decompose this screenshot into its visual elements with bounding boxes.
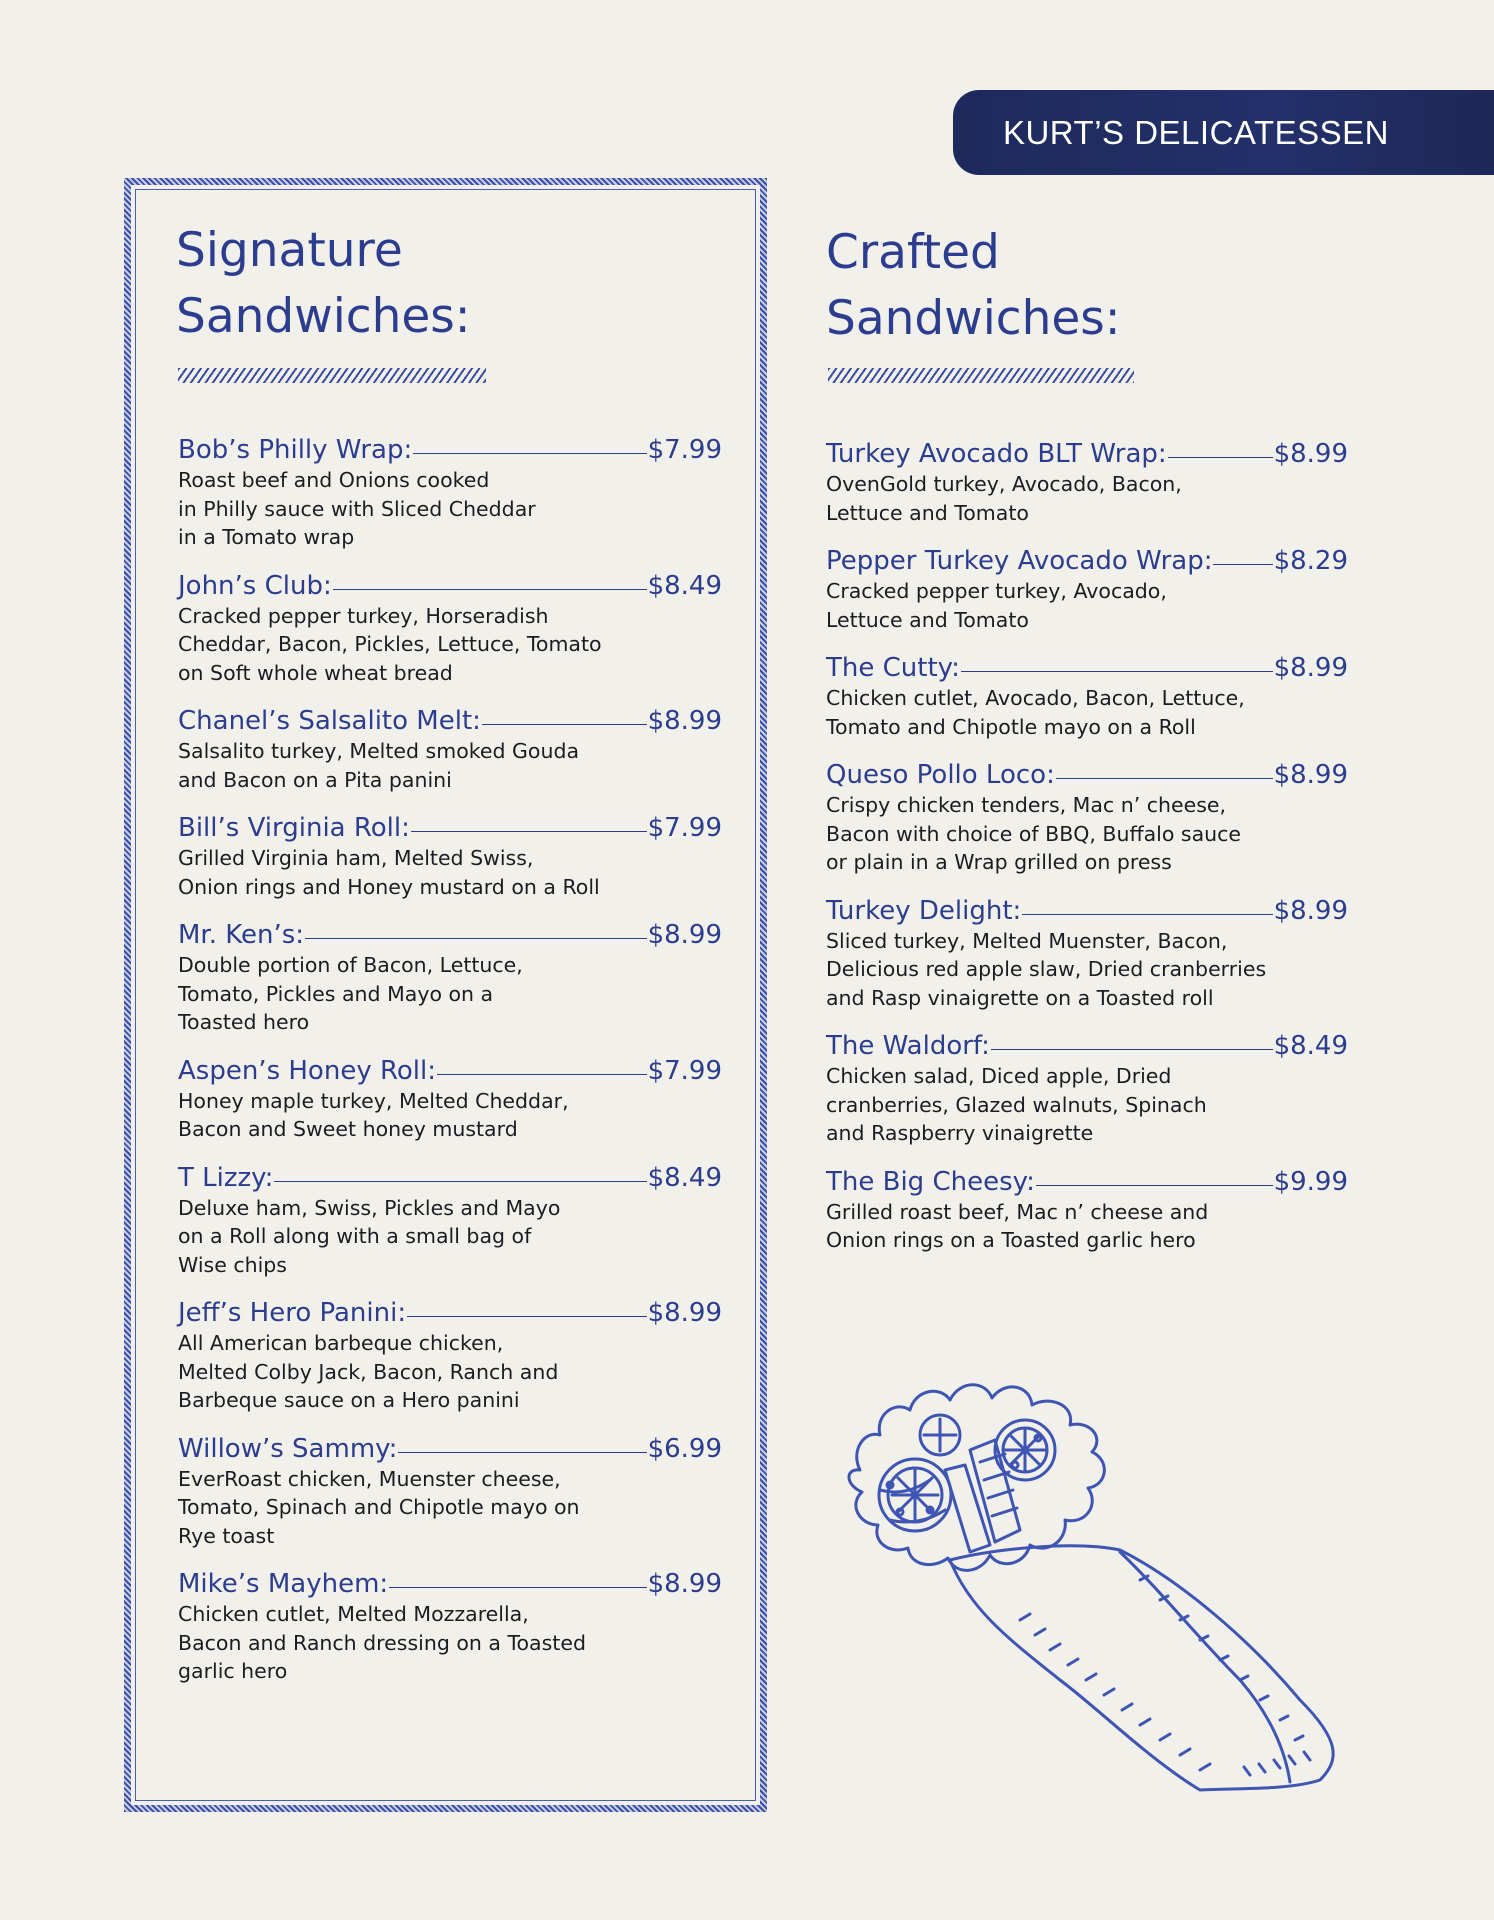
menu-item: [178, 1055, 722, 1144]
menu-item-description: Cracked pepper turkey, Horseradish Cheddar, Bacon, Pickles, Lettuce, Tomato on Soft whole wheat bread: [178, 603, 602, 685]
menu-item-description: OvenGold turkey, Avocado, Bacon, Lettuce and Tomato: [826, 472, 1182, 525]
menu-item-header: [178, 1433, 722, 1465]
menu-item-description: Honey maple turkey, Melted Cheddar, Bacon and Sweet honey mustard: [178, 1088, 569, 1141]
restaurant-name: KURT’S DELICATESSEN: [1002, 113, 1389, 151]
price-leader-line: [274, 1181, 646, 1182]
menu-item-name: Mike’s Mayhem:: [178, 1569, 389, 1599]
menu-item: [178, 812, 722, 901]
menu-item-header: [826, 895, 1348, 927]
menu-item-price: $9.99: [1273, 1166, 1348, 1197]
price-leader-line: [991, 1049, 1273, 1050]
menu-item-name: Bill’s Virginia Roll:: [178, 813, 410, 843]
menu-item: [178, 919, 722, 1037]
menu-item-header: [178, 1162, 722, 1194]
menu-item: [178, 1433, 722, 1551]
menu-item-price: $8.99: [1273, 653, 1348, 683]
menu-item-name: Chanel’s Salsalito Melt:: [178, 706, 481, 736]
menu-item-price: $8.99: [647, 920, 722, 950]
price-leader-line: [482, 724, 647, 725]
menu-item-header: [178, 919, 722, 951]
menu-item-price: $8.49: [647, 1162, 722, 1193]
menu-item-price: $8.49: [647, 570, 722, 601]
menu-item: [178, 570, 722, 688]
price-leader-line: [1213, 564, 1272, 565]
menu-item-description: Double portion of Bacon, Lettuce, Tomato, Pickles and Mayo on a Toasted hero: [178, 953, 523, 1034]
menu-item-description: Roast beef and Onions cooked in Philly sauce with Sliced Cheddar in a Tomato wrap: [178, 468, 536, 549]
menu-item-header: [826, 759, 1348, 791]
price-leader-line: [1056, 778, 1273, 779]
signature-heading-underline: [178, 368, 486, 383]
menu-item-description: Crispy chicken tenders, Mac n’ cheese, Bacon with choice of BBQ, Buffalo sauce or plain in a Wrap grilled on press: [826, 793, 1242, 874]
menu-item: [826, 438, 1348, 527]
menu-item-price: $8.49: [1273, 1031, 1348, 1061]
menu-item-header: [826, 652, 1348, 684]
menu-item: [826, 1030, 1348, 1148]
menu-item-description: Cracked pepper turkey, Avocado, Lettuce and Tomato: [826, 579, 1167, 632]
price-leader-line: [437, 1074, 647, 1075]
menu-item-header: [178, 434, 722, 466]
menu-item-description: Grilled Virginia ham, Melted Swiss, Onion rings and Honey mustard on a Roll: [178, 846, 600, 899]
menu-item: [826, 545, 1348, 634]
price-leader-line: [1022, 914, 1272, 915]
menu-item-header: [826, 438, 1348, 470]
menu-item: [178, 434, 722, 552]
menu-item-description: Chicken salad, Diced apple, Dried cranberries, Glazed walnuts, Spinach and Raspberry vinaigrette: [826, 1064, 1207, 1145]
menu-item-header: [178, 705, 722, 737]
crafted-heading-line1: Crafted: [826, 225, 1000, 280]
price-leader-line: [333, 589, 647, 590]
signature-heading: [176, 218, 471, 350]
menu-item-name: T Lizzy:: [178, 1162, 274, 1193]
menu-item-header: [826, 1166, 1348, 1198]
menu-item-description: Chicken cutlet, Melted Mozzarella, Bacon and Ranch dressing on a Toasted garlic hero: [178, 1602, 586, 1683]
menu-item-name: Turkey Delight:: [826, 895, 1022, 926]
menu-item: [178, 705, 722, 794]
menu-item-description: Sliced turkey, Melted Muenster, Bacon, Delicious red apple slaw, Dried cranberries and Rasp vinaigrette on a Toasted roll: [826, 928, 1267, 1010]
menu-item-price: $8.99: [1273, 439, 1348, 469]
signature-menu-list: [178, 434, 722, 1704]
menu-item-price: $8.99: [1273, 760, 1348, 790]
crafted-heading: [826, 220, 1121, 352]
menu-item: [178, 1162, 722, 1280]
price-leader-line: [398, 1452, 646, 1453]
menu-item-name: Bob’s Philly Wrap:: [178, 435, 413, 465]
menu-item-price: $8.99: [647, 1298, 722, 1328]
menu-item-header: [178, 1568, 722, 1600]
menu-item-price: $6.99: [647, 1433, 722, 1464]
menu-item-header: [178, 1297, 722, 1329]
menu-item-header: [826, 545, 1348, 577]
menu-item-description: Chicken cutlet, Avocado, Bacon, Lettuce, Tomato and Chipotle mayo on a Roll: [826, 686, 1245, 739]
menu-item-price: $8.99: [1273, 895, 1348, 926]
price-leader-line: [389, 1587, 646, 1588]
menu-item-name: Turkey Avocado BLT Wrap:: [826, 439, 1167, 469]
wrap-sandwich-illustration: [820, 1320, 1390, 1800]
menu-item-price: $7.99: [647, 1055, 722, 1086]
menu-item-header: [178, 570, 722, 602]
price-leader-line: [1036, 1185, 1273, 1186]
price-leader-line: [305, 938, 646, 939]
menu-item-description: Deluxe ham, Swiss, Pickles and Mayo on a Roll along with a small bag of Wise chips: [178, 1195, 561, 1277]
price-leader-line: [411, 831, 647, 832]
menu-item-name: The Cutty:: [826, 653, 960, 683]
menu-item-price: $8.99: [647, 1569, 722, 1599]
menu-item-price: $7.99: [647, 435, 722, 465]
menu-item-header: [178, 1055, 722, 1087]
price-leader-line: [407, 1316, 646, 1317]
signature-heading-line1: Signature: [176, 223, 403, 278]
menu-item-name: Willow’s Sammy:: [178, 1433, 398, 1464]
menu-item-name: Queso Pollo Loco:: [826, 760, 1055, 790]
menu-item-name: Mr. Ken’s:: [178, 920, 305, 950]
crafted-heading-underline: [828, 368, 1134, 383]
price-leader-line: [961, 671, 1273, 672]
menu-item-name: John’s Club:: [178, 570, 332, 601]
menu-item: [826, 895, 1348, 1013]
header-banner: [953, 90, 1494, 175]
menu-item: [826, 1166, 1348, 1255]
signature-heading-line2: Sandwiches:: [176, 289, 471, 344]
menu-item-name: Aspen’s Honey Roll:: [178, 1055, 436, 1086]
crafted-menu-list: [826, 438, 1348, 1273]
menu-item-description: EverRoast chicken, Muenster cheese, Tomato, Spinach and Chipotle mayo on Rye toast: [178, 1466, 580, 1548]
menu-item-description: All American barbeque chicken, Melted Colby Jack, Bacon, Ranch and Barbeque sauce on a Hero panini: [178, 1331, 559, 1412]
menu-item-header: [178, 812, 722, 844]
crafted-heading-line2: Sandwiches:: [826, 291, 1121, 346]
menu-item: [178, 1568, 722, 1686]
menu-item-price: $7.99: [647, 813, 722, 843]
menu-item-name: Pepper Turkey Avocado Wrap:: [826, 546, 1213, 576]
menu-item: [826, 759, 1348, 877]
menu-item: [178, 1297, 722, 1415]
menu-item: [826, 652, 1348, 741]
price-leader-line: [413, 453, 646, 454]
menu-item-header: [826, 1030, 1348, 1062]
price-leader-line: [1168, 457, 1273, 458]
menu-item-price: $8.99: [647, 706, 722, 736]
menu-item-name: Jeff’s Hero Panini:: [178, 1298, 407, 1328]
menu-item-description: Grilled roast beef, Mac n’ cheese and Onion rings on a Toasted garlic hero: [826, 1199, 1209, 1252]
menu-item-description: Salsalito turkey, Melted smoked Gouda and Bacon on a Pita panini: [178, 739, 580, 792]
menu-item-name: The Big Cheesy:: [826, 1166, 1035, 1197]
menu-item-name: The Waldorf:: [826, 1031, 990, 1061]
menu-item-price: $8.29: [1273, 546, 1348, 576]
